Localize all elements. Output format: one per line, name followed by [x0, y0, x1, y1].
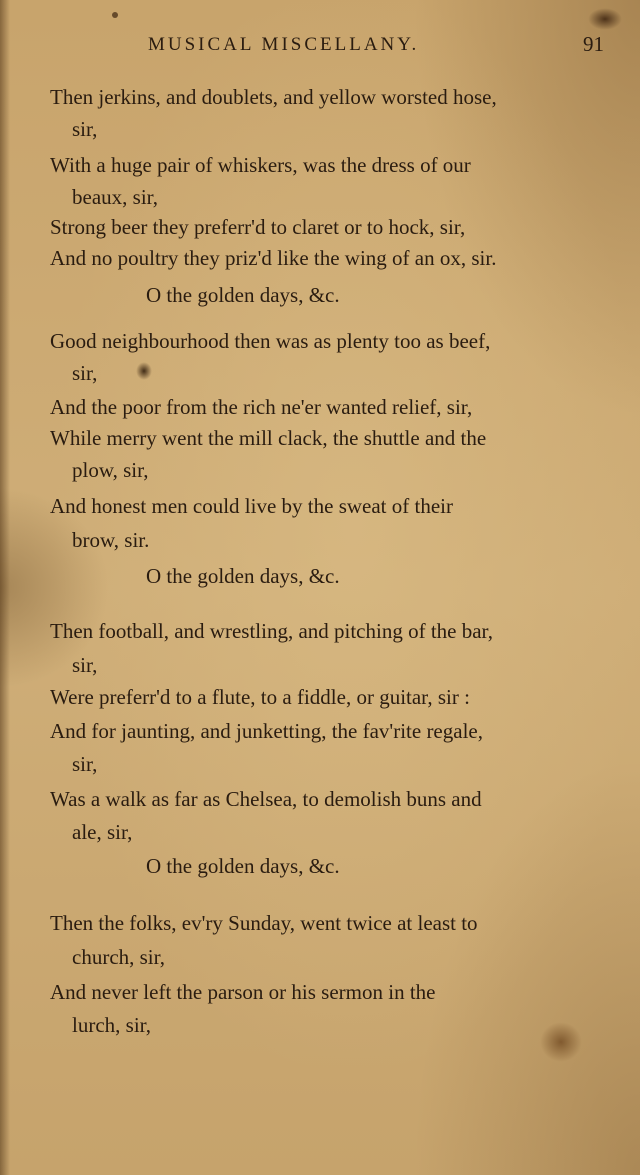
page-number: 91	[583, 32, 604, 56]
ink-stain-top-right	[588, 8, 622, 30]
verse-line: sir,	[72, 653, 98, 677]
verse-line: With a huge pair of whiskers, was the dress of our	[50, 153, 471, 177]
verse-line: sir,	[72, 361, 98, 385]
page-edge-shadow	[0, 0, 10, 1175]
page-header	[0, 34, 640, 64]
verse-line: Good neighbourhood then was as plenty too as beef,	[50, 329, 491, 353]
verse-line: And no poultry they priz'd like the wing of an ox, sir.	[50, 246, 497, 270]
verse-line: And honest men could live by the sweat of their	[50, 494, 453, 518]
verse-line: Then jerkins, and doublets, and yellow worsted hose,	[50, 85, 497, 109]
verse-line: And for jaunting, and junketting, the fav'rite regale,	[50, 719, 483, 743]
verse-line: Were preferr'd to a flute, to a fiddle, or guitar, sir :	[50, 685, 470, 709]
ink-dot-top-left	[112, 12, 118, 18]
verse-line: Strong beer they preferr'd to claret or to hock, sir,	[50, 215, 466, 239]
verse-line: plow, sir,	[72, 458, 149, 482]
verse-line: beaux, sir,	[72, 185, 159, 209]
verse-line: sir,	[72, 117, 98, 141]
verse-line: While merry went the mill clack, the shuttle and the	[50, 426, 487, 450]
verse-line: ale, sir,	[72, 820, 133, 844]
ink-stain-bottom-right	[540, 1022, 582, 1062]
verse-line: church, sir,	[72, 945, 166, 969]
verse-line: lurch, sir,	[72, 1013, 152, 1037]
verse-line: And the poor from the rich ne'er wanted relief, sir,	[50, 395, 473, 419]
verse-line: And never left the parson or his sermon in the	[50, 980, 436, 1004]
verse-line: brow, sir.	[72, 528, 150, 552]
running-title: MUSICAL MISCELLANY.	[148, 34, 420, 55]
refrain-line: O the golden days, &c.	[146, 854, 340, 878]
verse-line: Then the folks, ev'ry Sunday, went twice at least to	[50, 911, 478, 935]
verse-line: sir,	[72, 752, 98, 776]
refrain-line: O the golden days, &c.	[146, 283, 340, 307]
verse-line: Was a walk as far as Chelsea, to demolish buns and	[50, 787, 482, 811]
refrain-line: O the golden days, &c.	[146, 564, 340, 588]
verse-line: Then football, and wrestling, and pitching of the bar,	[50, 619, 493, 643]
ink-stain-mid	[136, 362, 152, 380]
